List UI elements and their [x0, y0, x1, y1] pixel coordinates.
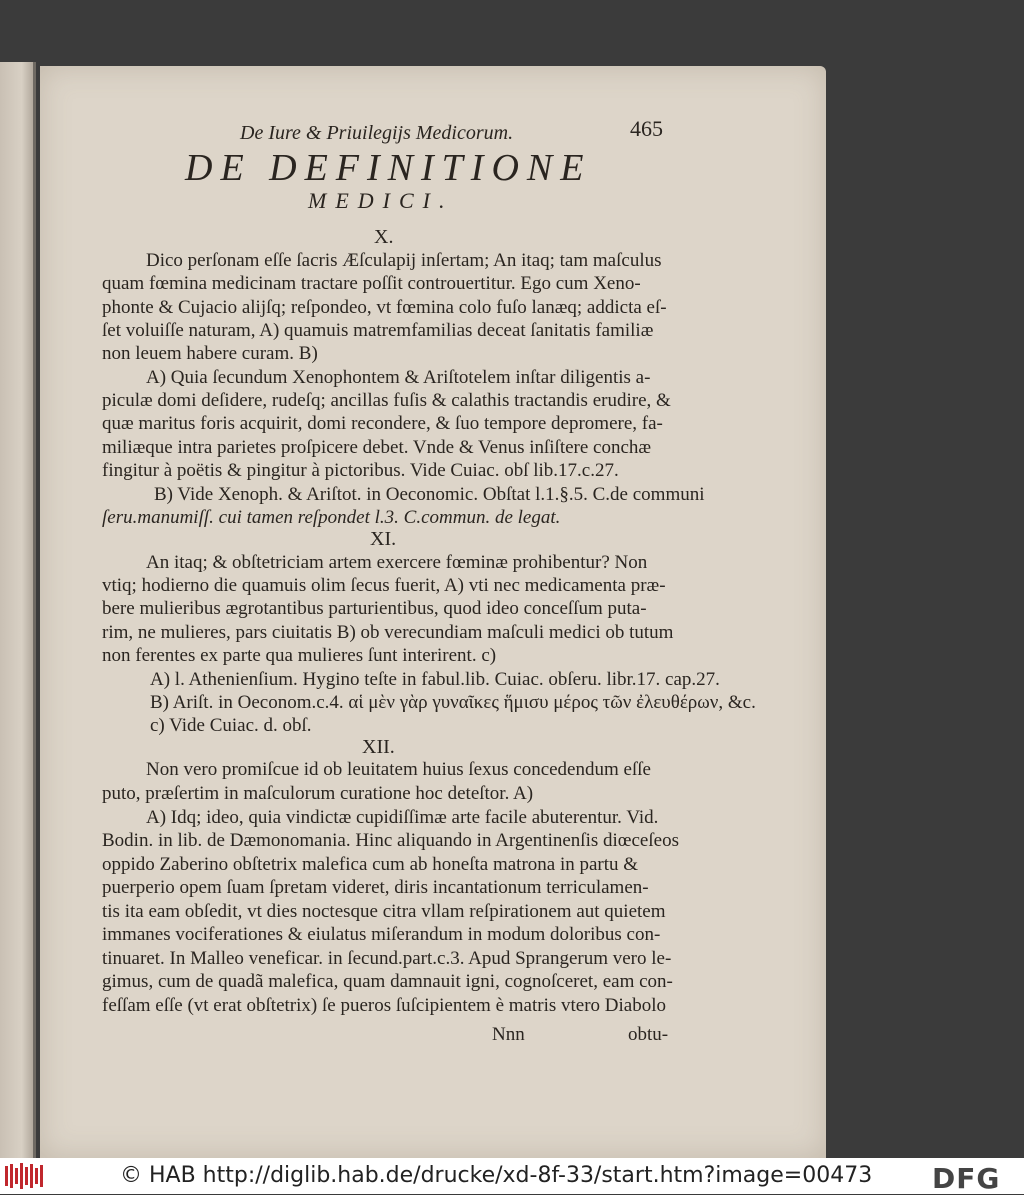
page-gutter: [33, 62, 36, 1158]
footnote-line: piculæ domi deſidere, rudeſq; ancillas fuſis & calathis tractandis erudire, &: [102, 390, 671, 411]
footnote-line: B) Ariſt. in Oeconom.c.4. αἱ μὲν γὰρ γυναῖκες ἥμισυ μέρος τῶν ἐλευθέρων, &c.: [150, 692, 756, 713]
text-line: rim, ne mulieres, pars ciuitatis B) ob verecundiam maſculi medici ob tutum: [102, 622, 674, 643]
footnote-line: A) Quia ſecundum Xenophontem & Ariſtotelem inſtar diligentis a-: [146, 367, 651, 388]
footnote-line: c) Vide Cuiac. d. obſ.: [150, 715, 312, 736]
footnote-line: immanes vociferationes & eiulatus miſerandum in modum doloribus con-: [102, 924, 661, 945]
facing-page-edge: [0, 62, 36, 1158]
text-line: vtiq; hodierno die quamuis olim ſecus fuerit, A) vti nec medicamenta præ-: [102, 575, 666, 596]
section-number-x: X.: [374, 226, 394, 248]
footnote-line: Bodin. in lib. de Dæmonomania. Hinc aliquando in Argentinenſis diœceſeos: [102, 830, 679, 851]
dfg-logo: DFG: [932, 1162, 1001, 1195]
footnote-line: feſſam eſſe (vt erat obſtetrix) ſe pueros ſuſcipientem è matris vtero Diabolo: [102, 995, 666, 1016]
footnote-line: oppido Zaberino obſtetrix malefica cum ab honeſta matrona in partu &: [102, 854, 639, 875]
text-line: bere mulieribus ægrotantibus parturientibus, quod ideo conceſſum puta-: [102, 598, 647, 619]
text-line: An itaq; & obſtetriciam artem exercere fœminæ prohibentur? Non: [146, 552, 648, 573]
text-line: phonte & Cujacio alijſq; reſpondeo, vt fœmina colo fuſo lanæq; addicta eſ-: [102, 297, 667, 318]
hab-logo-icon: [4, 1162, 46, 1190]
running-head: De Iure & Priuilegijs Medicorum.: [240, 122, 514, 144]
page-number: 465: [630, 116, 663, 141]
section-number-xi: XI.: [370, 528, 397, 550]
footnote-line: A) l. Athenienſium. Hygino teſte in fabul.lib. Cuiac. obſeru. libr.17. cap.27.: [150, 669, 720, 690]
catchword: obtu-: [628, 1024, 669, 1045]
footnote-line: tinuaret. In Malleo veneficar. in ſecund.part.c.3. Apud Sprangerum vero le-: [102, 948, 672, 969]
footnote-line: tis ita eam obſedit, vt dies noctesque citra vllam reſpirationem aut quietem: [102, 901, 666, 922]
text-line: ſet voluiſſe naturam, A) quamuis matremfamilias deceat ſanitatis familiæ: [102, 320, 654, 341]
book-page: [40, 66, 826, 1158]
chapter-subtitle: MEDICI.: [308, 188, 454, 213]
copyright-link[interactable]: © HAB http://diglib.hab.de/drucke/xd-8f-33/start.htm?image=00473: [120, 1163, 873, 1188]
text-line: quam fœmina medicinam tractare poſſit controuertitur. Ego cum Xeno-: [102, 273, 641, 294]
text-line: non ferentes ex parte qua mulieres ſunt interirent. c): [102, 645, 497, 666]
footnote-line: A) Idq; ideo, quia vindictæ cupidiſſimæ arte facile abuterentur. Vid.: [146, 807, 659, 828]
footnote-line: miliæque intra parietes proſpicere debet. Vnde & Venus inſiſtere conchæ: [102, 437, 652, 458]
footnote-line: fingitur à poëtis & pingitur à pictoribus. Vide Cuiac. obſ lib.17.c.27.: [102, 460, 619, 481]
footnote-line: B) Vide Xenoph. & Ariſtot. in Oeconomic. Obſtat l.1.§.5. C.de communi: [154, 484, 705, 505]
chapter-title: DE DEFINITIONE: [185, 147, 592, 189]
text-line: Non vero promiſcue id ob leuitatem huius ſexus concedendum eſſe: [146, 759, 651, 780]
footnote-line: puerperio opem ſuam ſpretam videret, diris incantationum terriculamen-: [102, 877, 649, 898]
text-line: non leuem habere curam. B): [102, 343, 318, 364]
text-line: Dico perſonam eſſe ſacris Æſculapij inſertam; An itaq; tam maſculus: [146, 250, 662, 271]
page-text: [40, 66, 826, 1158]
footer-bar: [0, 1158, 1024, 1194]
footnote-line: quæ maritus foris acquirit, domi recondere, & ſuo tempore depromere, fa-: [102, 413, 663, 434]
signature-mark: Nnn: [492, 1024, 525, 1045]
footnote-line: ſeru.manumiſſ. cui tamen reſpondet l.3. C.commun. de legat.: [102, 507, 561, 528]
section-number-xii: XII.: [362, 736, 395, 758]
text-line: puto, præſertim in maſculorum curatione hoc deteſtor. A): [102, 783, 534, 804]
footnote-line: gimus, cum de quadã malefica, quam damnauit igni, cognoſceret, eam con-: [102, 971, 673, 992]
